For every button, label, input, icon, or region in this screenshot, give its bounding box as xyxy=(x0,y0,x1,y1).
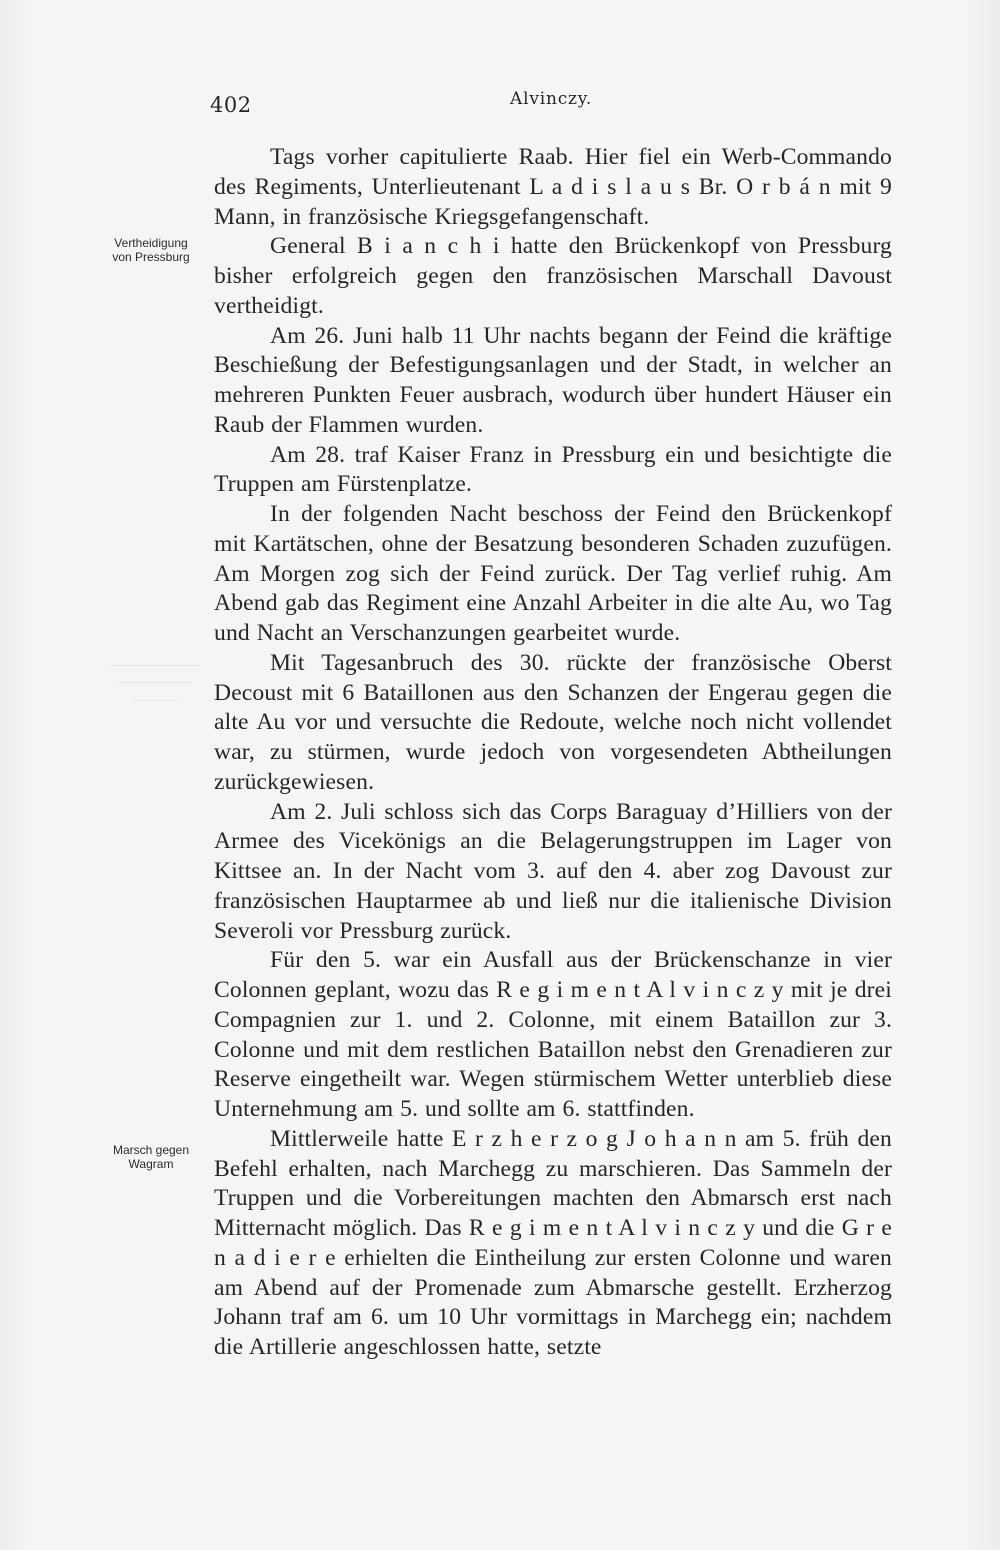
margin-note-defense-pressburg xyxy=(96,236,206,264)
paragraph: Am 26. Juni halb 11 Uhr nachts begann der Feind die kräftige Beschießung der Befestigungsanlagen und der Stadt, in welcher an mehreren Punkten Feuer ausbrach, wodurch über hundert Häuser ein Raub der Flammen wurden. xyxy=(214,322,892,438)
page-number: 402 xyxy=(210,93,252,117)
paragraph: Mit Tagesanbruch des 30. rückte der französische Oberst Decoust mit 6 Bataillonen aus den Schanzen der Engerau gegen die alte Au vor und versuchte die Redoute, welche noch nicht vollendet war, zu stürmen, wurde jedoch von vorgesendeten Abtheilungen zurückgewiesen. xyxy=(214,649,892,795)
paragraph: General B i a n c h i hatte den Brückenkopf von Pressburg bisher erfolgreich gegen den französischen Marschall Davoust vertheidigt. xyxy=(214,233,892,319)
paragraph: Tags vorher capitulierte Raab. Hier fiel ein Werb-Commando des Regiments, Unterlieutenant L a d i s l a u s Br. O r b á n mit 9 Mann, in französische Kriegsgefangenschaft. xyxy=(214,144,892,230)
running-title: Alvinczy. xyxy=(510,89,593,109)
margin-note-line: von Pressburg xyxy=(112,250,190,264)
paragraph: Für den 5. war ein Ausfall aus der Brückenschanze in vier Colonnen geplant, wozu das R e g i m e n t A l v i n c z y mit je drei Compagnien zur 1. und 2. Colonne, mit einem Bataillon zur 3. Colonne und mit dem restlichen Bataillon nebst den Grenadieren zur Reserve eingetheilt war. Wegen stürmischem Wetter unterblieb diese Unternehmung am 5. und sollte am 6. stattfinden. xyxy=(214,947,892,1122)
body-text xyxy=(214,143,892,1363)
margin-note-line: Vertheidigung xyxy=(114,236,188,250)
margin-note-line: Marsch gegen xyxy=(112,1143,190,1157)
paragraph: In der folgenden Nacht beschoss der Feind den Brückenkopf mit Kartätschen, ohne der Besatzung besonderen Schaden zuzufügen. Am Morgen zog sich der Feind zurück. Der Tag verlief ruhig. Am Abend gab das Regiment eine Anzahl Arbeiter in die alte Au, wo Tag und Nacht an Verschanzungen gearbeitet wurde. xyxy=(214,501,892,646)
margin-note-line: Wagram xyxy=(128,1157,174,1171)
paragraph: Am 28. traf Kaiser Franz in Pressburg ein und besichtigte die Truppen am Fürstenplatze. xyxy=(214,441,892,498)
paragraph: Am 2. Juli schloss sich das Corps Baraguay d’Hilliers von der Armee des Vicekönigs an die Belagerungstruppen im Lager von Kittsee an. In der Nacht vom 3. auf den 4. aber zog Davoust zur französischen Hauptarmee ab und ließ nur die italienische Division Severoli vor Pressburg zurück. xyxy=(214,798,892,944)
margin-note-march-wagram xyxy=(96,1143,206,1171)
bleed-through-marks xyxy=(110,660,200,720)
paragraph: Mittlerweile hatte E r z h e r z o g J o h a n n am 5. früh den Befehl erhalten, nach Marchegg zu marschieren. Das Sammeln der Truppen und die Vorbereitungen machten den Abmarsch erst nach Mitternacht möglich. Das R e g i m e n t A l v i n c z y und die G r e n a d i e r e erhielten die Eintheilung zur ersten Colonne und waren am Abend auf der Promenade zum Abmarsche gestellt. Erzherzog Johann traf am 6. um 10 Uhr vormittags in Marchegg ein; nachdem die Artillerie angeschlossen hatte, setzte xyxy=(214,1125,892,1360)
